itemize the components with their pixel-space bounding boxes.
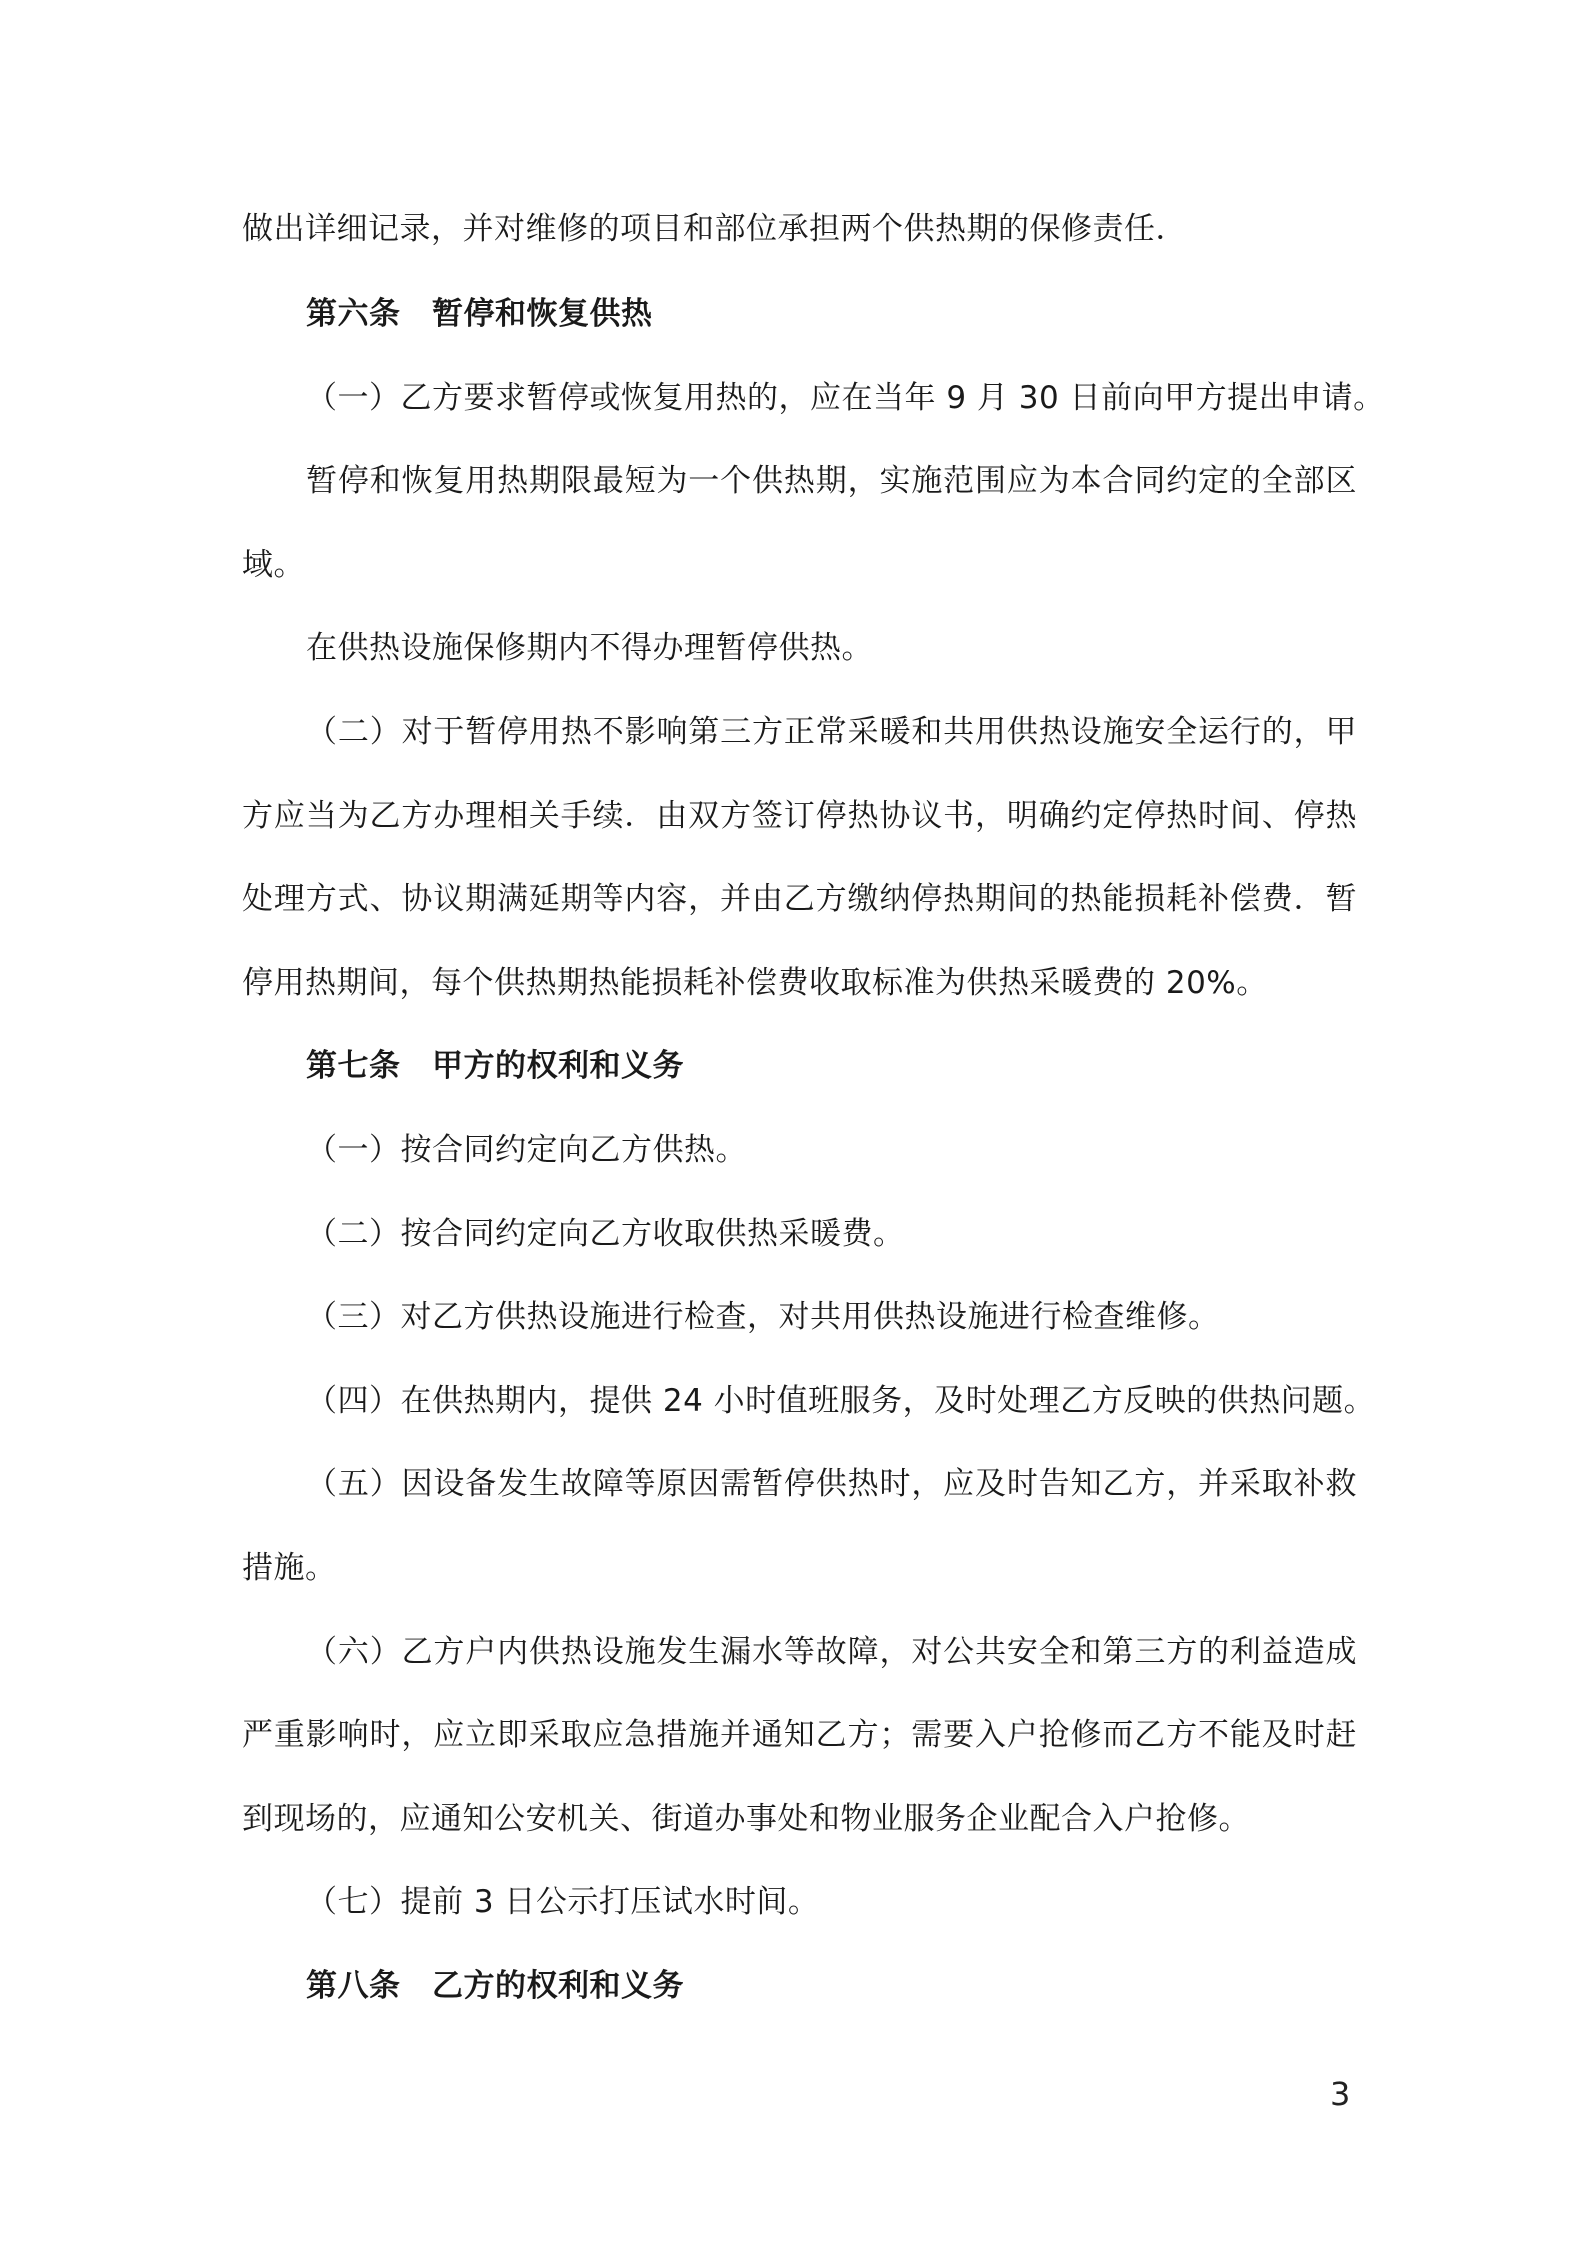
text-line: 严重影响时，应立即采取应急措施并通知乙方；需要入户抢修而乙方不能及时赶	[242, 1717, 1357, 1753]
text-line: 做出详细记录，并对维修的项目和部位承担两个供热期的保修责任．	[242, 211, 1187, 247]
text-line: 处理方式、协议期满延期等内容，并由乙方缴纳停热期间的热能损耗补偿费．暂	[242, 881, 1357, 917]
text-line: （二）按合同约定向乙方收取供热采暖费。	[306, 1216, 905, 1252]
text-line: 到现场的，应通知公安机关、街道办事处和物业服务企业配合入户抢修。	[242, 1801, 1250, 1837]
text-line: 停用热期间，每个供热期热能损耗补偿费收取标准为供热采暖费的 20%。	[242, 965, 1268, 1001]
text-line: 暂停和恢复用热期限最短为一个供热期，实施范围应为本合同约定的全部区	[306, 463, 1357, 499]
text-line: （五）因设备发生故障等原因需暂停供热时，应及时告知乙方，并采取补救	[306, 1466, 1357, 1502]
text-line: 域。	[242, 547, 305, 583]
text-line: （四）在供热期内，提供 24 小时值班服务，及时处理乙方反映的供热问题。	[306, 1383, 1376, 1419]
article-heading: 第七条 甲方的权利和义务	[306, 1048, 684, 1084]
document-page	[242, 0, 1385, 2244]
text-line: （二）对于暂停用热不影响第三方正常采暖和共用供热设施安全运行的，甲	[306, 714, 1357, 750]
text-line: （七）提前 3 日公示打压试水时间。	[306, 1884, 820, 1920]
text-line: 措施。	[242, 1550, 337, 1586]
text-line: （一）乙方要求暂停或恢复用热的，应在当年 9 月 30 日前向甲方提出申请。	[306, 380, 1385, 416]
text-line: （六）乙方户内供热设施发生漏水等故障，对公共安全和第三方的利益造成	[306, 1634, 1357, 1670]
page-number: 3	[1330, 2075, 1351, 2113]
text-line: 方应当为乙方办理相关手续．由双方签订停热协议书，明确约定停热时间、停热	[242, 798, 1357, 834]
text-line: 在供热设施保修期内不得办理暂停供热。	[306, 630, 873, 666]
text-line: （三）对乙方供热设施进行检查，对共用供热设施进行检查维修。	[306, 1299, 1220, 1335]
article-heading: 第八条 乙方的权利和义务	[306, 1968, 684, 2004]
text-line: （一）按合同约定向乙方供热。	[306, 1132, 747, 1168]
article-heading: 第六条 暂停和恢复供热	[306, 296, 653, 332]
